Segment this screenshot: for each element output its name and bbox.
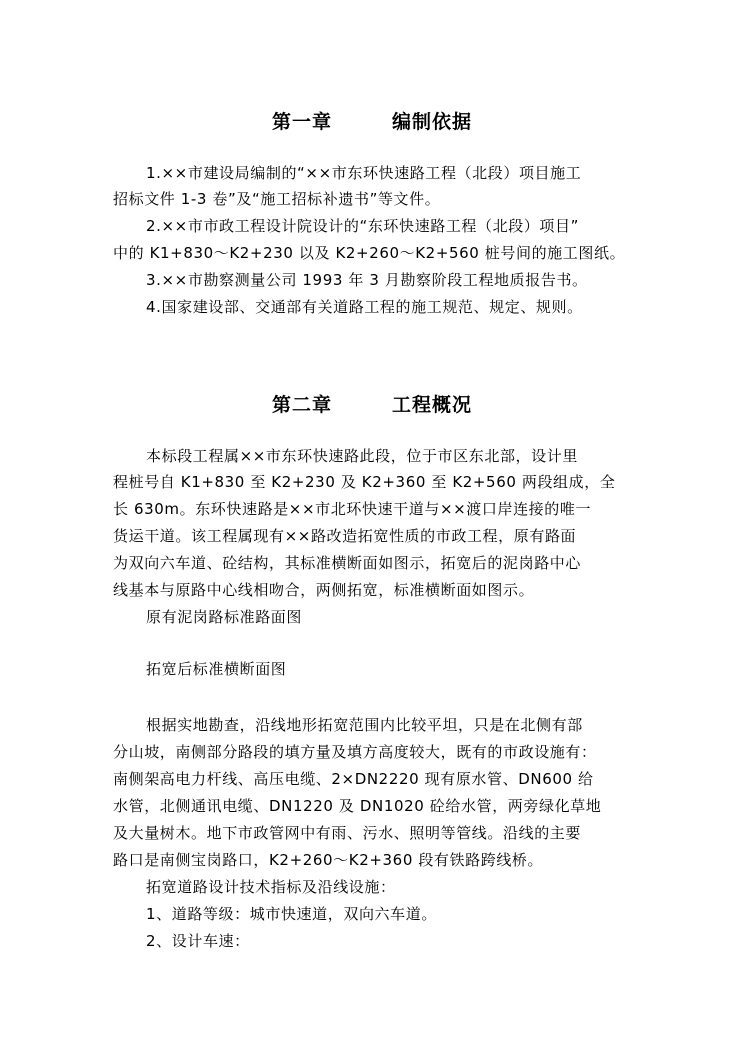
paragraph-line: 招标文件 1-3 卷”及“施工招标补遗书”等文件。 bbox=[113, 190, 441, 208]
figure-caption: 拓宽后标准横断面图 bbox=[146, 660, 287, 678]
paragraph-line: 中的 K1+830～K2+230 以及 K2+260～K2+560 桩号间的施工图纸。 bbox=[113, 244, 626, 262]
paragraph-line: 货运干道。该工程属现有××路改造拓宽性质的市政工程，原有路面 bbox=[113, 527, 577, 545]
list-item: 1、道路等级：城市快速道，双向六车道。 bbox=[146, 905, 437, 923]
chapter-1-number: 第一章 bbox=[271, 111, 332, 133]
paragraph-line: 拓宽道路设计技术指标及沿线设施： bbox=[146, 878, 396, 896]
chapter-2-heading bbox=[0, 390, 744, 417]
chapter-2-title: 工程概况 bbox=[392, 394, 473, 416]
paragraph-line: 分山坡，南侧部分路段的填方量及填方高度较大，既有的市政设施有： bbox=[113, 743, 597, 761]
paragraph-line: 长 630m。东环快速路是××市北环快速干道与××渡口岸连接的唯一 bbox=[113, 500, 592, 518]
list-item: 2、设计车速： bbox=[146, 932, 250, 950]
chapter-2-number: 第二章 bbox=[271, 394, 332, 416]
paragraph-line: 为双向六车道、砼结构，其标准横断面如图示，拓宽后的泥岗路中心 bbox=[113, 554, 582, 572]
paragraph-line: 水管，北侧通讯电缆、DN1220 及 DN1020 砼给水管，两旁绿化草地 bbox=[113, 797, 602, 815]
paragraph-line: 根据实地勘查，沿线地形拓宽范围内比较平坦，只是在北侧有部 bbox=[146, 716, 583, 734]
paragraph-line: 路口是南侧宝岗路口，K2+260～K2+360 段有铁路跨线桥。 bbox=[113, 851, 544, 869]
paragraph-line: 1.××市建设局编制的“××市东环快速路工程（北段）项目施工 bbox=[146, 164, 582, 182]
figure-caption: 原有泥岗路标准路面图 bbox=[146, 608, 303, 626]
paragraph-line: 及大量树木。地下市政管网中有雨、污水、照明等管线。沿线的主要 bbox=[113, 824, 582, 842]
chapter-1-title: 编制依据 bbox=[392, 111, 473, 133]
paragraph-line: 南侧架高电力杆线、高压电缆、2×DN2220 现有原水管、DN600 给 bbox=[113, 770, 594, 788]
paragraph-line: 程桩号自 K1+830 至 K2+230 及 K2+360 至 K2+560 两段组成，全 bbox=[113, 473, 616, 491]
paragraph-line: 线基本与原路中心线相吻合，两侧拓宽，标准横断面如图示。 bbox=[113, 581, 535, 599]
chapter-1-heading bbox=[0, 107, 744, 134]
paragraph-line: 本标段工程属××市东环快速路此段，位于市区东北部，设计里 bbox=[146, 447, 578, 465]
paragraph-line: 3.××市勘察测量公司 1993 年 3 月勘察阶段工程地质报告书。 bbox=[146, 271, 588, 289]
paragraph-line: 2.××市市政工程设计院设计的“东环快速路工程（北段）项目” bbox=[146, 217, 579, 235]
paragraph-line: 4.国家建设部、交通部有关道路工程的施工规范、规定、规则。 bbox=[146, 298, 583, 316]
